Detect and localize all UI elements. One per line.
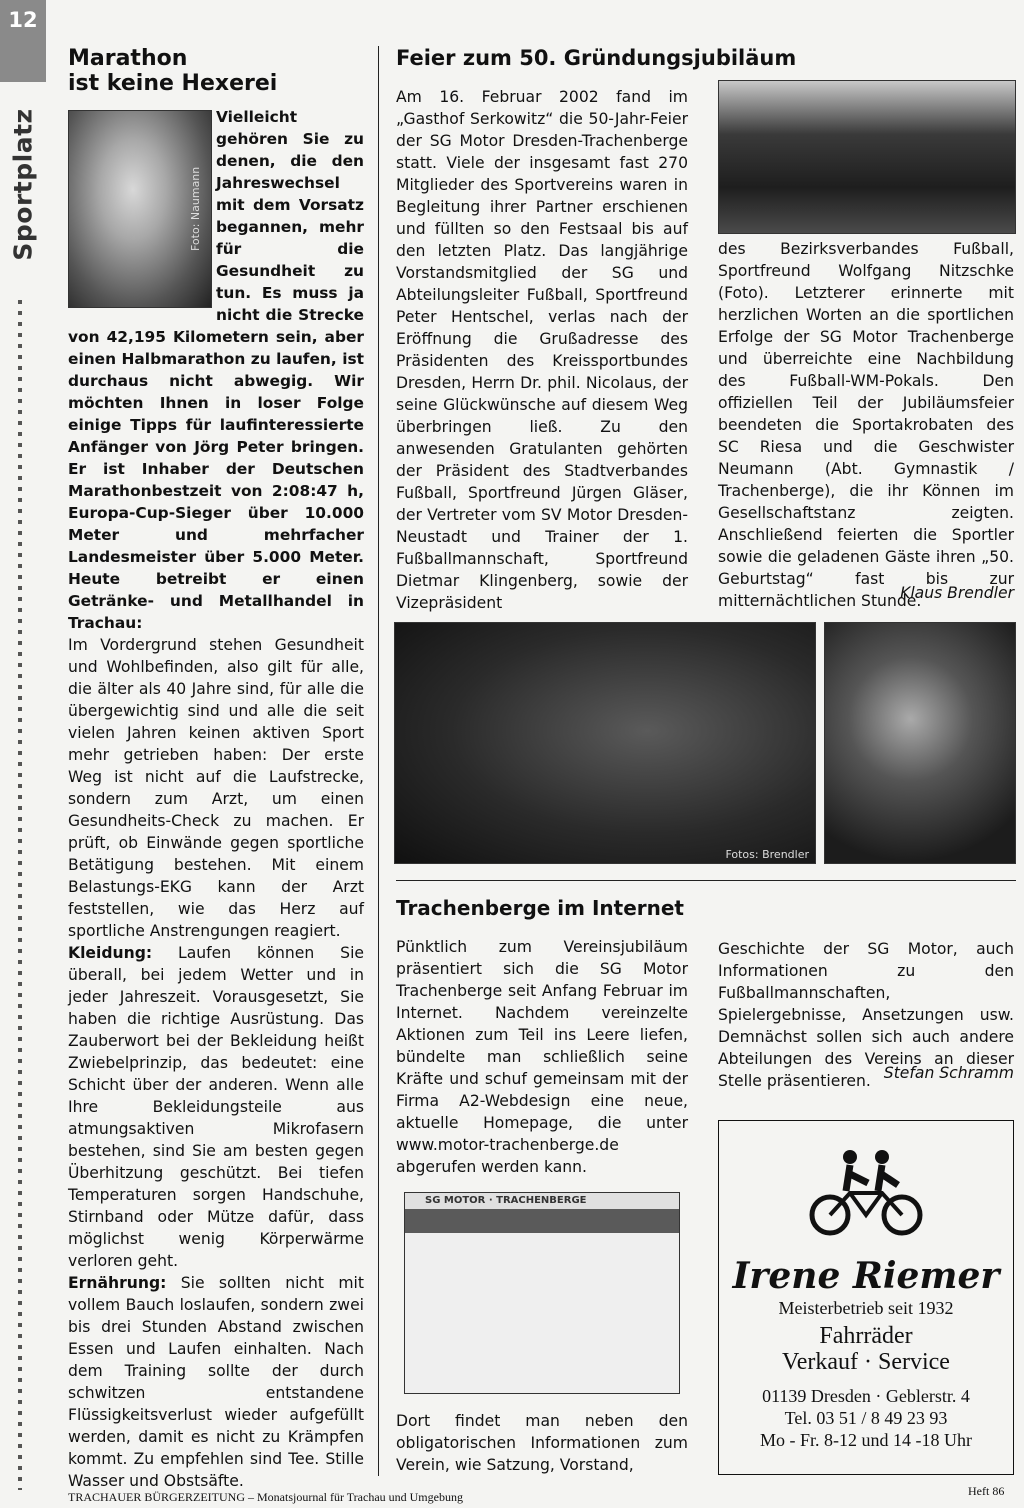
festsaal-photo bbox=[718, 80, 1016, 234]
marathon-ernaehrung bbox=[68, 1272, 364, 1492]
internet-col-b: Geschichte der SG Motor, auch Informationen zu den Fußballmannschaften, Spielergebnisse, Ansetzungen usw. Demnächst sollen sich auch andere Abteilungen des Vereins an dieser Stelle präsentieren. bbox=[718, 940, 1014, 1090]
ernaehrung-label: Ernährung: bbox=[68, 1274, 167, 1292]
ad-name: Irene Riemer bbox=[732, 1255, 1000, 1297]
ad-line1: Meisterbetrieb seit 1932 bbox=[778, 1298, 954, 1318]
internet-author: Stefan Schramm bbox=[883, 1064, 1014, 1082]
feier-photo-credit: Fotos: Brendler bbox=[725, 848, 809, 861]
ad-line3: Verkauf · Service bbox=[782, 1349, 950, 1375]
akrobaten-photo bbox=[394, 622, 816, 864]
internet-title: Trachenberge im Internet bbox=[396, 896, 684, 920]
photo-float bbox=[68, 106, 216, 314]
ad-phone: Tel. 03 51 / 8 49 23 93 bbox=[784, 1408, 948, 1428]
page-number: 12 bbox=[0, 0, 46, 82]
feier-title: Feier zum 50. Gründungsjubiläum bbox=[396, 46, 797, 70]
footer-left: TRACHAUER BÜRGERZEITUNG – Monatsjournal für Trachau und Umgebung bbox=[68, 1490, 463, 1504]
feier-col-a: Am 16. Februar 2002 fand im „Gasthof Serkowitz“ die 50-Jahr-Feier der SG Motor Dresden-Trachenberge statt. Viele der insgesamt fast 270 Mitglieder des Sportvereins waren in Begleitung ihrer Partner erschienen und füllten so den Festsaal bis auf den letzten Platz. Das langjährige Vorstandsmitglied der SG und Abteilungsleiter Fußball, Sportfreund Peter Hentschel, verlas nach der Eröffnung die Grußadresse des Präsidenten des Kreissportbundes Dresden, Herrn Dr. phil. Nicolaus, der seine Glückwünsche auf diesem Weg überbringen ließ. Zu den anwesenden Gratulanten gehörten der Präsident des Stadtverbandes Fußball, Sportfreund Jürgen Gläser, der Vertreter vom SV Motor Dresden-Neustadt und Trainer der 1. Fußballmannschaft, Sportfreund Dietmar Klingenberg, sowie der Vizepräsident bbox=[396, 88, 688, 612]
tandem-bicycle-icon bbox=[806, 1147, 926, 1243]
marathon-intro: Vielleicht gehören Sie zu denen, die den Jahreswechsel mit dem Vorsatz begannen, mehr für die Gesundheit zu tun. Es muss ja nicht die Strecke von 42,195 Kilometern sein, aber einen Halbmarathon zu laufen, ist durchaus nicht abwegig. Wir möchten Ihnen in loser Folge einige Tipps für laufinteressierte Anfänger von Jörg Peter bringen. Er ist Inhaber der Deutschen Marathonbestzeit von 2:08:47 h, Europa-Cup-Sieger über 10.000 Meter und mehrfacher Landesmeister über 5.000 Meter. Heute betreibt er einen Getränke- und Metallhandel in Trachau: bbox=[68, 108, 364, 632]
kleidung-label: Kleidung: bbox=[68, 944, 153, 962]
ad-line2: Fahrräder bbox=[819, 1323, 913, 1349]
portrait-credit: Foto: Naumann bbox=[189, 166, 202, 251]
bicycle-ad bbox=[718, 1120, 1014, 1475]
ad-hours: Mo - Fr. 8-12 und 14 -18 Uhr bbox=[760, 1430, 972, 1450]
footer-right: Heft 86 bbox=[968, 1484, 1005, 1498]
internet-col-a1: Pünktlich zum Vereinsjubiläum präsentiert sich die SG Motor Trachenberge seit Anfang Februar im Internet. Nachdem vereinzelte Aktionen zum Teil ins Leere liefen, bündelte man schließlich seine Kräfte und schuf gemeinsam mit der Firma A2-Webdesign eine neue, aktuelle Homepage, die unter www.motor-trachenberge.de abgerufen werden kann. bbox=[396, 938, 688, 1176]
website-screenshot bbox=[404, 1192, 680, 1394]
website-header: SG MOTOR · TRACHENBERGE bbox=[425, 1195, 587, 1206]
dotted-rail bbox=[18, 300, 22, 1490]
kleidung-text: Laufen können Sie überall, bei jedem Wetter und in jeder Jahreszeit. Vorausgesetzt, Sie haben die richtige Ausrüstung. Das Zauberwort bei der Bekleidung heißt Zwiebelprinzip, das bedeutet: eine Schicht über der anderen. Wenn alle Ihre Bekleidungsteile aus atmungsaktiven Mikrofasern bestehen, sind Sie am besten gegen Überhitzung geschützt. Bei tiefen Temperaturen sorgen Handschuhe, Stirnband oder Mütze dafür, dass möglichst wenig Körperwärme verloren geht. bbox=[68, 944, 364, 1270]
marathon-title bbox=[68, 46, 368, 96]
internet-col-a2: Dort findet man neben den obligatorischen Informationen zum Verein, wie Satzung, Vorstand, bbox=[396, 1412, 688, 1474]
speaker-photo bbox=[824, 622, 1016, 864]
column-divider bbox=[378, 46, 379, 1476]
feier-author: Klaus Brendler bbox=[900, 584, 1014, 602]
feier-col-b: des Bezirksverbandes Fußball, Sportfreund Wolfgang Nitzschke (Foto). Letzterer erinnerte mit herzlichen Worten an die sportlichen Erfolge der SG Motor Trachenberge und überreichte eine Nachbildung des Fußball-WM-Pokals. Den offiziellen Teil der Jubiläumsfeier beendeten die Sportakrobaten des SC Riesa und die Geschwister Neumann (Abt. Gymnastik / Trachenberge), die ihr Können im Gesellschaftstanz zeigten. Anschließend feierten die Sportler sowie die geladenen Gäste ihren „50. Geburtstag“ fast bis zur mitternächtlichen Stunde. bbox=[718, 240, 1014, 610]
marathon-body bbox=[68, 106, 364, 1492]
marathon-title-line1: Marathon bbox=[68, 46, 188, 71]
marathon-p1: Im Vordergrund stehen Gesundheit und Wohlbefinden, also gilt für alle, die älter als 40 Jahre sind, für alle die übergewichtig sind und alle die seit vielen Jahren keinen aktiven Sport mehr getrieben haben: Der erste Weg ist nicht auf die Laufstrecke, sondern zum Arzt, um einen Gesundheits-Check zu machen. Er prüft, ob Einwände gegen sportliche Betätigung bestehen. Mit einem Belastungs-EKG kann der Arzt feststellen, wie das Herz auf sportliche Anstrengungen reagiert. bbox=[68, 636, 364, 940]
section-label: Sportplatz bbox=[8, 108, 38, 261]
ad-address: 01139 Dresden · Geblerstr. 4 bbox=[762, 1386, 970, 1406]
marathon-kleidung bbox=[68, 942, 364, 1272]
marathon-title-line2: ist keine Hexerei bbox=[68, 71, 278, 96]
ernaehrung-text: Sie sollten nicht mit vollem Bauch loslaufen, sondern zwei bis drei Stunden Abstand zwischen Essen und Laufen einhalten. Nach dem Training sollte der durch schwitzen entstandene Flüssigkeitsverlust wieder aufgefüllt werden, damit es nicht zu Krämpfen kommt. Zu empfehlen sind Tee. Stille Wasser und Obstsäfte. bbox=[68, 1274, 364, 1490]
divider-internet bbox=[396, 880, 1016, 881]
